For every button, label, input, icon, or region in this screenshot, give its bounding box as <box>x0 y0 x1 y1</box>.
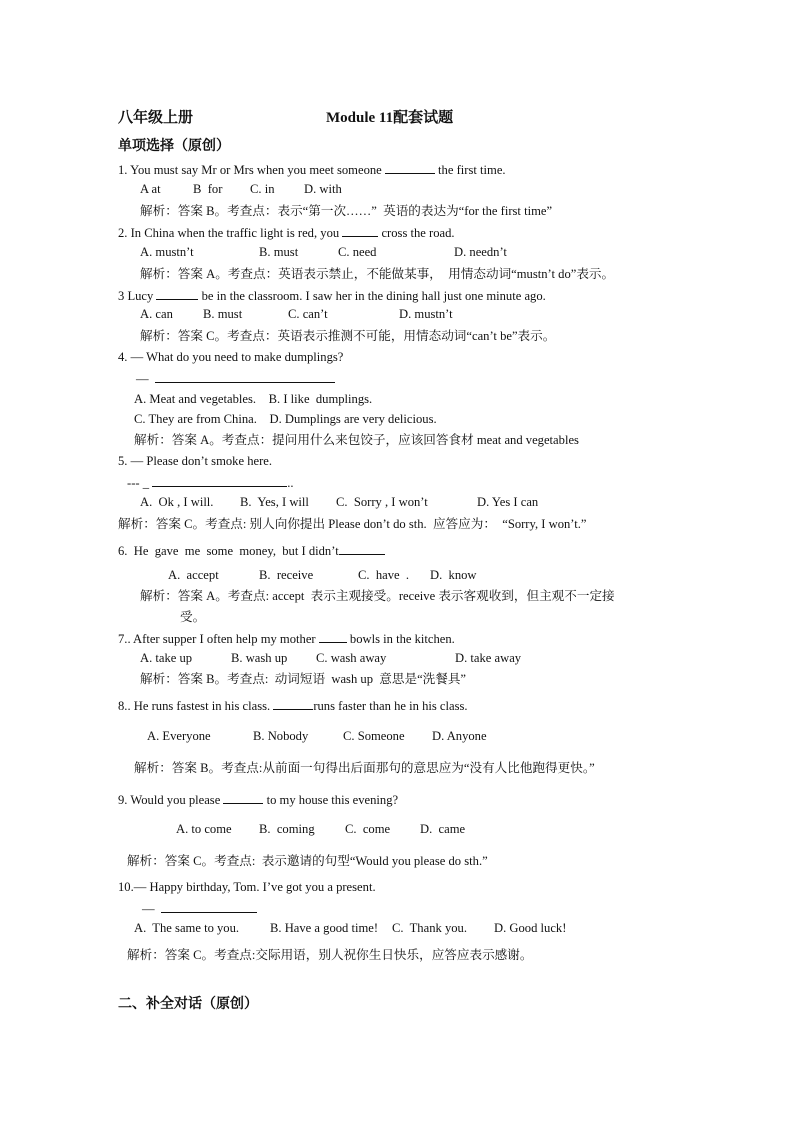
q1-option-a: A at <box>140 182 161 196</box>
q2-stem: 2. In China when the traffic light is red, you cross the road. <box>118 226 455 240</box>
section-1-heading: 单项选择（原创） <box>118 139 230 154</box>
q10-answer: 解析：答案 C。考查点:交际用语，别人祝你生日快乐，应答应表示感谢。 <box>127 948 533 962</box>
q2-option-d: D. needn’t <box>454 245 507 259</box>
q8-answer: 解析：答案 B。考查点:从前面一句得出后面那句的意思应为“没有人比他跑得更快。” <box>134 761 595 775</box>
q1-option-b: B for <box>193 182 223 196</box>
q7-option-c: C. wash away <box>316 651 387 665</box>
q4-options-cd: C. They are from China. D. Dumplings are very delicious. <box>134 412 437 426</box>
q10-response-line: — <box>142 900 257 917</box>
q1-answer: 解析：答案 B。考查点：表示“第一次……” 英语的表达为“for the first time” <box>140 204 553 218</box>
q3-stem: 3 Lucy be in the classroom. I saw her in the dining hall just one minute ago. <box>118 289 546 303</box>
q7-option-d: D. take away <box>455 651 522 665</box>
q5-option-d: D. Yes I can <box>477 495 539 509</box>
q1-option-c: C. in <box>250 182 275 196</box>
q5-option-c: C. Sorry , I won’t <box>336 495 428 509</box>
q9-option-b: B. coming <box>259 822 315 836</box>
q8-option-b: B. Nobody <box>253 729 309 743</box>
q10-option-d: D. Good luck! <box>494 921 567 935</box>
q8-blank <box>273 697 313 710</box>
q3-answer: 解析：答案 C。考查点：英语表示推测不可能，用情态动词“can’t be”表示。 <box>140 329 556 343</box>
q5-answer: 解析：答案 C。考查点: 别人向你提出 Please don’t do sth. 应答应为： “Sorry, I won’t.” <box>118 517 587 531</box>
q5-stem: 5. — Please don’t smoke here. <box>118 454 273 468</box>
q2-blank <box>342 224 378 237</box>
q6-answer-line-1: 解析：答案 A。考查点: accept 表示主观接受。receive 表示客观收到，但主观不一定接 <box>140 589 615 603</box>
q5-response-line: --- _ .. <box>127 476 294 490</box>
q6-blank <box>339 542 385 555</box>
q3-option-d: D. mustn’t <box>399 307 453 321</box>
q9-option-d: D. came <box>420 822 466 836</box>
q6-option-d: D. know <box>430 568 477 582</box>
q2-option-a: A. mustn’t <box>140 245 194 259</box>
q1-option-d: D. with <box>304 182 342 196</box>
q5-blank <box>152 474 287 487</box>
q4-options-ab: A. Meat and vegetables. B. I like dumplings. <box>134 392 373 406</box>
q3-option-c: C. can’t <box>288 307 328 321</box>
q1-stem: 1. You must say Mr or Mrs when you meet someone the first time. <box>118 163 506 177</box>
q3-blank <box>156 287 198 300</box>
q7-option-a: A. take up <box>140 651 193 665</box>
q1-blank <box>385 161 435 174</box>
q10-option-c: C. Thank you. <box>392 921 467 935</box>
q9-option-c: C. come <box>345 822 391 836</box>
q9-answer: 解析：答案 C。考查点: 表示邀请的句型“Would you please do sth.” <box>127 854 488 868</box>
q5-option-b: B. Yes, I will <box>240 495 309 509</box>
q6-option-a: A. accept <box>168 568 219 582</box>
q3-option-a: A. can <box>140 307 173 321</box>
q2-answer: 解析：答案 A。考查点：英语表示禁止，不能做某事， 用情态动词“mustn’t do”表示。 <box>140 267 615 281</box>
module-title: Module 11配套试题 <box>326 110 454 126</box>
q6-stem: 6. He gave me some money, but I didn’t <box>118 542 385 559</box>
q10-option-a: A. The same to you. <box>134 921 240 935</box>
q7-blank <box>319 630 347 643</box>
q9-option-a: A. to come <box>176 822 232 836</box>
q8-option-d: D. Anyone <box>432 729 487 743</box>
grade-title: 八年级上册 <box>118 110 194 126</box>
q6-answer-line-2: 受。 <box>180 610 206 624</box>
q5-option-a: A. Ok , I will. <box>140 495 214 509</box>
section-2-heading: 二、补全对话（原创） <box>118 997 258 1012</box>
q7-stem: 7.. After supper I often help my mother bowls in the kitchen. <box>118 632 455 646</box>
q4-stem: 4. — What do you need to make dumplings? <box>118 350 344 364</box>
q6-option-b: B. receive <box>259 568 314 582</box>
q10-option-b: B. Have a good time! <box>270 921 379 935</box>
q7-answer: 解析：答案 B。考查点: 动词短语 wash up 意思是“洗餐具” <box>140 672 467 686</box>
q8-option-c: C. Someone <box>343 729 405 743</box>
q2-option-b: B. must <box>259 245 299 259</box>
q10-stem: 10.— Happy birthday, Tom. I’ve got you a present. <box>118 880 376 894</box>
q4-response-line: — <box>136 370 335 387</box>
q6-option-c: C. have . <box>358 568 410 582</box>
q9-blank <box>223 791 263 804</box>
q2-option-c: C. need <box>338 245 377 259</box>
q8-option-a: A. Everyone <box>147 729 211 743</box>
q7-option-b: B. wash up <box>231 651 288 665</box>
q9-stem: 9. Would you please to my house this evening? <box>118 793 399 807</box>
q4-answer: 解析：答案 A。考查点：提问用什么来包饺子，应该回答食材 meat and vegetables <box>134 433 579 447</box>
q4-blank <box>155 370 335 383</box>
q8-stem: 8.. He runs fastest in his class. runs faster than he in his class. <box>118 699 468 713</box>
q10-blank <box>161 900 257 913</box>
q3-option-b: B. must <box>203 307 243 321</box>
